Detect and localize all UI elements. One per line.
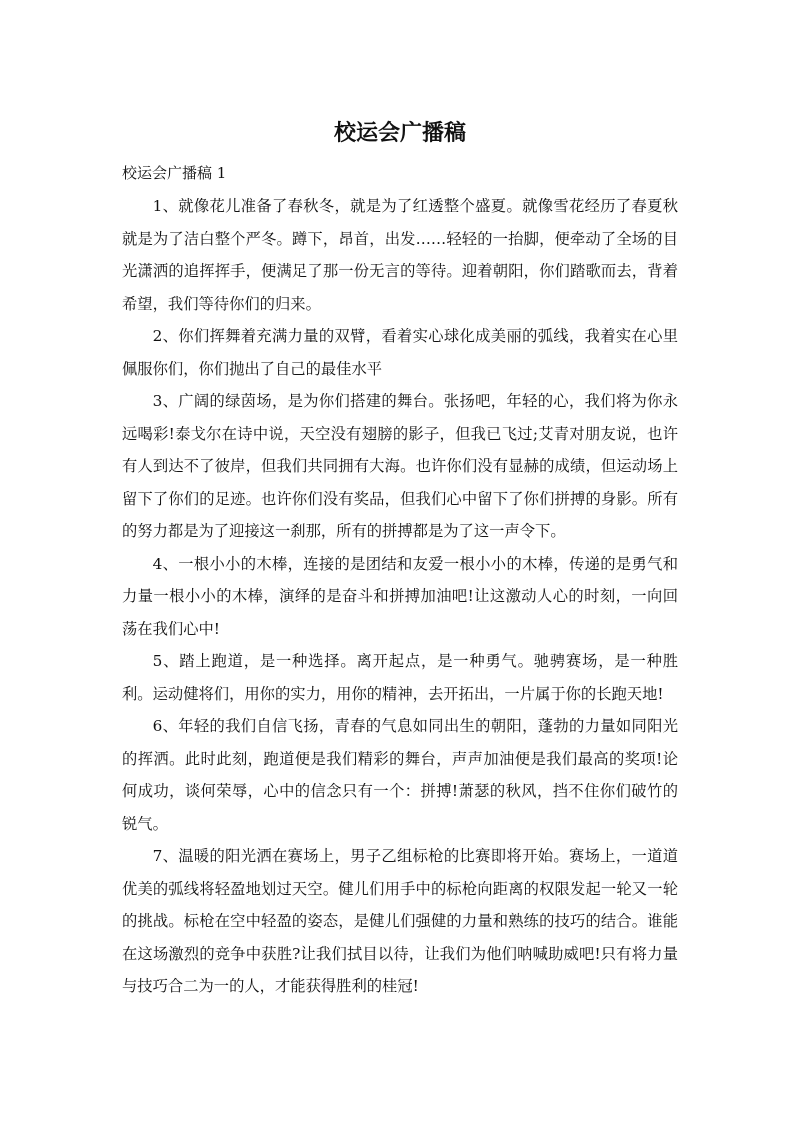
document-title: 校运会广播稿	[333, 121, 466, 146]
paragraph-7: 7、温暖的阳光洒在赛场上，男子乙组标枪的比赛即将开始。赛场上，一道道优美的弧线将轻盈地划过天空。健儿们用手中的标枪向距离的权限发起一轮又一轮的挑战。标枪在空中轻盈的姿态，是健儿们强健的力量和熟练的技巧的结合。谁能在这场激烈的竞争中获胜?让我们拭目以待，让我们为他们呐喊助威吧!只有将力量与技巧合二为一的人，才能获得胜利的桂冠!	[122, 847, 678, 995]
paragraph-3: 3、广阔的绿茵场，是为你们搭建的舞台。张扬吧，年轻的心，我们将为你永远喝彩!泰戈尔在诗中说，天空没有翅膀的影子，但我已飞过;艾青对朋友说，也许有人到达不了彼岸，但我们共同拥有大海。也许你们没有显赫的成绩，但运动场上留下了你们的足迹。也许你们没有奖品，但我们心中留下了你们拼搏的身影。所有的努力都是为了迎接这一刹那，所有的拼搏都是为了这一声令下。	[122, 392, 678, 540]
paragraph-5: 5、踏上跑道，是一种选择。离开起点，是一种勇气。驰骋赛场，是一种胜利。运动健将们，用你的实力，用你的精神，去开拓出，一片属于你的长跑天地!	[122, 652, 678, 703]
paragraph-1: 1、就像花儿准备了春秋冬，就是为了红透整个盛夏。就像雪花经历了春夏秋就是为了洁白整个严冬。蹲下，昂首，出发……轻轻的一抬脚，便牵动了全场的目光潇洒的追挥挥手，便满足了那一份无言的等待。迎着朝阳，你们踏歌而去，背着希望，我们等待你们的归来。	[122, 197, 678, 313]
document-subtitle: 校运会广播稿 1	[122, 164, 227, 182]
paragraph-6: 6、年轻的我们自信飞扬，青春的气息如同出生的朝阳，蓬勃的力量如同阳光的挥洒。此时此刻，跑道便是我们精彩的舞台，声声加油便是我们最高的奖项!论何成功，谈何荣辱，心中的信念只有一个：拼搏!萧瑟的秋风，挡不住你们破竹的锐气。	[122, 717, 678, 833]
document-body	[122, 190, 678, 1003]
paragraph-2: 2、你们挥舞着充满力量的双臂，看着实心球化成美丽的弧线，我着实在心里佩服你们，你们抛出了自己的最佳水平	[122, 327, 678, 378]
paragraph-4: 4、一根小小的木棒，连接的是团结和友爱一根小小的木棒，传递的是勇气和力量一根小小的木棒，演绎的是奋斗和拼搏加油吧!让这激动人心的时刻，一向回荡在我们心中!	[122, 554, 678, 638]
